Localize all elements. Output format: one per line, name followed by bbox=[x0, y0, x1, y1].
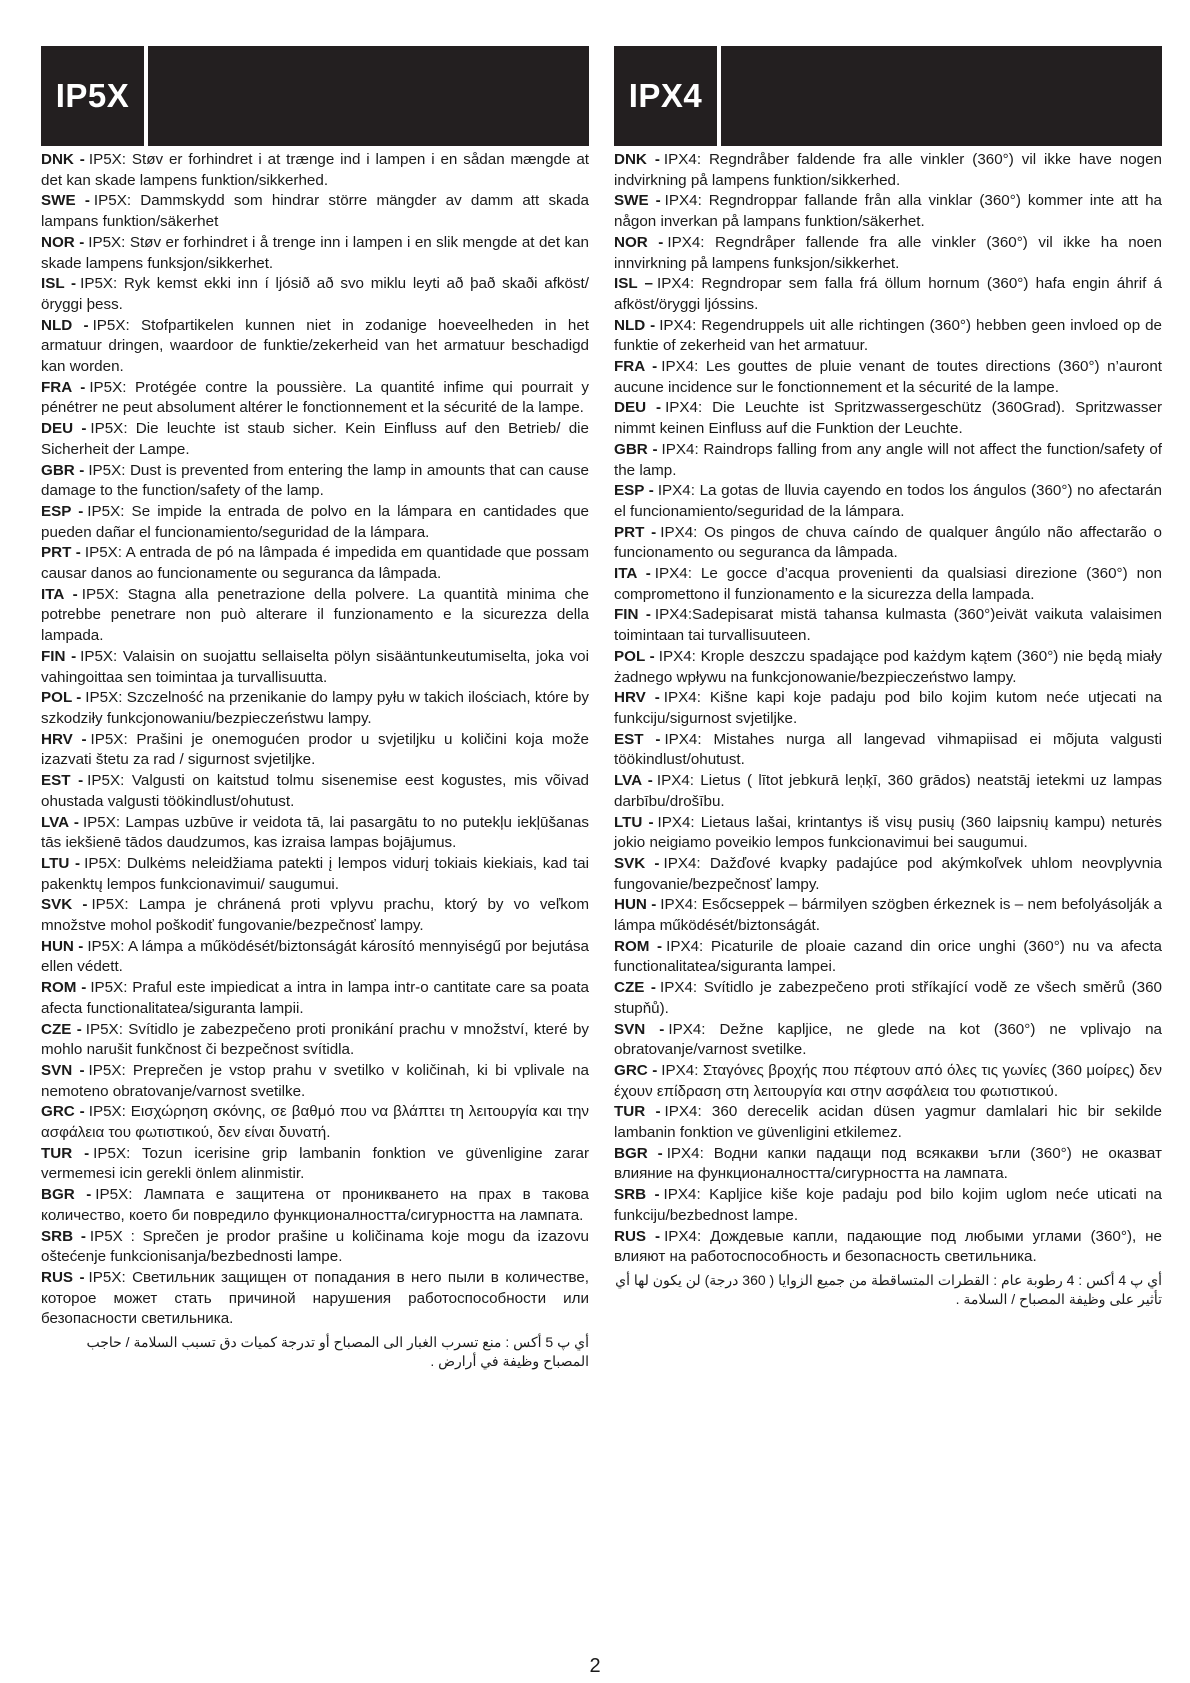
entry-text: IP5X: Светильник защищен от попадания в него пыли в количестве, которое может стать причиной нарушения работоспособности или безопасности светильника. bbox=[41, 1268, 590, 1328]
left-column bbox=[41, 46, 589, 1371]
entry-nor bbox=[614, 233, 1162, 274]
entry-bgr bbox=[41, 1185, 589, 1226]
language-code: FIN - bbox=[614, 606, 651, 624]
entry-text: IPX4: Die Leuchte ist Spritzwassergeschütz (360Grad). Spritzwasser nimmt keinen Einfluss auf die Funktion der Leuchte. bbox=[614, 399, 1162, 438]
language-code: SRB - bbox=[614, 1186, 660, 1204]
entry-esp bbox=[614, 481, 1162, 522]
entry-text: IPX4: Kišne kapi koje padaju pod bilo kojim kutom neće utjecati na funkciju/sigurnost svjetiljke. bbox=[614, 689, 1162, 727]
entry-deu bbox=[41, 419, 589, 460]
entry-text: IPX4: Σταγόνες βροχής που πέφτουν από όλες τις γωνίες (360 μοίρες) δεν έχουν επίδραση στη λειτουργία και στην ασφάλεια του φωτιστικού. bbox=[614, 1061, 1162, 1100]
entry-prt bbox=[614, 523, 1162, 564]
language-code: ROM - bbox=[614, 937, 663, 955]
language-code: DNK - bbox=[41, 151, 85, 168]
entry-text: IP5X: Lampas uzbūve ir veidota tā, lai pasargātu to no putekļu iekļūšanas tās iekšienē tādos daudzumos, kas izraisa lampas bojājumus. bbox=[41, 813, 589, 852]
entry-text: IPX4: Picaturile de ploaie cazand din orice unghi (360°) nu va afecta functionalitatea/siguranta lampei. bbox=[614, 937, 1162, 976]
entry-text: IP5X : Sprečen je prodor prašine u količinama koje mogu da izazovu oštećenje funkcionisanja/bezbednosti lampe. bbox=[41, 1227, 589, 1266]
language-code: POL - bbox=[41, 689, 82, 707]
entry-text: IP5X: Dulkėms neleidžiama patekti į lempos vidurį tokiais kiekiais, kad tai pakenktų lempos funkcionavimui/ saugumui. bbox=[41, 854, 589, 893]
entry-text: IP5X: Valaisin on suojattu sellaiselta pölyn sisääntunkeutumiselta, joka voi vahingoittaa sen toimintaa ja turvallisuutta. bbox=[41, 647, 589, 686]
entry-text: IPX4: Regendruppels uit alle richtingen (360°) hebben geen invloed op de funktie of zekerheid van het armatuur. bbox=[614, 316, 1163, 355]
entry-text: IP5X: Die leuchte ist staub sicher. Kein Einfluss auf den Betrieb/ die Sicherheit der Lampe. bbox=[41, 420, 589, 458]
language-code: FRA - bbox=[41, 378, 86, 396]
language-code: HRV - bbox=[41, 730, 87, 748]
entry-text: IPX4:Sadepisarat mistä tahansa kulmasta (360°)eivät vaikuta valaisimen toimintaan tai turvallisuuteen. bbox=[614, 606, 1162, 645]
entry-text: IP5X: Lampa je chránená proti vplyvu prachu, ktorý by vo veľkom množstve mohol poškodiť fungovanie/bezpečnosť lampy. bbox=[41, 896, 589, 935]
language-code: HRV - bbox=[614, 689, 660, 707]
entry-hun bbox=[41, 937, 589, 978]
entry-rus bbox=[614, 1227, 1162, 1268]
entry-text: IPX4: Krople deszczu spadające pod każdym kątem (360°) nie będą miały żadnego wpływu na funkcjonowanie/bezpieczeństwo lampy. bbox=[614, 647, 1162, 686]
entry-bgr bbox=[614, 1144, 1162, 1185]
language-code: POL - bbox=[614, 647, 655, 665]
entry-text: IP5X: Лампата е защитена от проникването на прах в такова количество, което би повредило функционалността/сигурността на лампата. bbox=[41, 1186, 589, 1224]
entry-text: IPX4: Regndropar sem falla frá öllum hornum (360°) hafa engin áhrif á afköst/öryggi ljóssins. bbox=[614, 275, 1162, 313]
language-code: SWE - bbox=[41, 192, 90, 210]
left-header bbox=[41, 46, 589, 146]
entry-pol bbox=[41, 688, 589, 729]
entry-text: IPX4: Raindrops falling from any angle will not affect the function/safety of the lamp. bbox=[614, 440, 1163, 479]
entry-nld bbox=[41, 316, 589, 378]
entry-svn bbox=[41, 1061, 589, 1102]
language-code: PRT - bbox=[41, 544, 81, 562]
entry-text: IPX4: Mistahes nurga all langevad vihmapiisad ei mõjuta valgusti töökindlust/ohutust. bbox=[614, 730, 1162, 769]
entry-gbr bbox=[41, 461, 589, 502]
entry-text: IPX4: Regndråper fallende fra alle vinkler (360°) vil ikke ha noen innvirkning på lampens funksjon/sikkerhet. bbox=[614, 233, 1163, 272]
right-entries bbox=[614, 150, 1162, 1268]
entry-svn bbox=[614, 1020, 1162, 1061]
language-code: ISL - bbox=[41, 275, 77, 293]
entry-rus bbox=[41, 1268, 589, 1330]
entry-text: IPX4: Lietus ( lītot jebkurā leņķī, 360 grādos) neatstāj ietekmi uz lampas darbību/drošību. bbox=[614, 772, 1162, 810]
entry-est bbox=[41, 771, 589, 812]
entry-text: IP5X: Ryk kemst ekki inn í ljósið að svo miklu leyti að það skaði afköst/öryggi þess. bbox=[41, 275, 589, 313]
entry-svk bbox=[41, 895, 589, 936]
language-code: ISL – bbox=[614, 275, 654, 293]
entry-prt bbox=[41, 543, 589, 584]
entry-text: IPX4: Svítidlo je zabezpečeno proti stříkající vodě ze všech směrů (360 stupňů). bbox=[614, 979, 1162, 1017]
entry-text: IP5X: Stofpartikelen kunnen niet in zodanige hoeveelheden in het armatuur dringen, waardoor de funktie/zekerheid van het armatuur beschadigd kan worden. bbox=[41, 316, 589, 376]
entry-fin bbox=[614, 605, 1162, 646]
language-code: HUN - bbox=[41, 937, 84, 955]
language-code: LVA - bbox=[614, 772, 653, 790]
language-code: FIN - bbox=[41, 647, 77, 665]
entry-text: IP5X: Szczelność na przenikanie do lampy pyłu w takich ilościach, które by szkodziły funkcjonowaniu/bezpieczeństwu lampy. bbox=[41, 689, 589, 727]
right-header bbox=[614, 46, 1162, 146]
language-code: SWE - bbox=[614, 192, 661, 210]
entry-text: IPX4: Esőcseppek – bármilyen szögben érkeznek is – nem befolyásolják a lámpa működését/biztonságát. bbox=[614, 896, 1162, 935]
language-code: GBR - bbox=[614, 440, 658, 458]
language-code: LTU - bbox=[41, 854, 81, 872]
entry-text: IPX4: Dežne kapljice, ne glede na kot (360°) ne vplivajo na obratovanje/varnost svetilke. bbox=[614, 1020, 1162, 1059]
language-code: NLD - bbox=[41, 316, 89, 334]
entry-text: IPX4: Kapljice kiše koje padaju pod bilo kojim uglom neće uticati na funkciju/bezbednost lampe. bbox=[614, 1186, 1163, 1224]
entry-hun bbox=[614, 895, 1162, 936]
entry-nor bbox=[41, 233, 589, 274]
language-code: GRC - bbox=[614, 1061, 658, 1079]
language-code: RUS - bbox=[41, 1268, 85, 1286]
entry-text: IPX4: Dažďové kvapky padajúce pod akýmkoľvek uhlom neovplyvnia fungovanie/bezpečnosť lampy. bbox=[614, 854, 1162, 893]
language-code: SVK - bbox=[41, 896, 88, 914]
entry-hrv bbox=[41, 730, 589, 771]
entry-text: IPX4: Os pingos de chuva caíndo de qualquer ângúlo não affectarão o funcionamento ou seguranca da lâmpada. bbox=[614, 523, 1162, 562]
entry-text: IP5X: Valgusti on kaitstud tolmu sisenemise eest kogustes, mis võivad ohustada valgusti töökindlust/ohutust. bbox=[41, 772, 589, 810]
entry-dnk bbox=[614, 150, 1162, 191]
entry-ltu bbox=[41, 854, 589, 895]
entry-ltu bbox=[614, 813, 1162, 854]
language-code: CZE - bbox=[41, 1020, 82, 1038]
entry-fra bbox=[614, 357, 1162, 398]
entry-est bbox=[614, 730, 1162, 771]
language-code: TUR - bbox=[614, 1103, 661, 1121]
language-code: LVA - bbox=[41, 813, 79, 831]
language-code: SRB - bbox=[41, 1227, 86, 1245]
entry-swe bbox=[614, 191, 1162, 232]
entry-text: IP5X: Εισχώρηση σκόνης, σε βαθμό που να βλάπτει τη λειτουργία και την ασφάλεια του φωτιστικού, δεν είναι δυνατή. bbox=[41, 1103, 589, 1142]
language-code: ROM - bbox=[41, 979, 87, 997]
left-entries bbox=[41, 150, 589, 1330]
entry-text: IP5X: Dammskydd som hindrar större mängder av damm att skada lampans funktion/säkerhet bbox=[41, 192, 589, 231]
ip5x-heading: IP5X bbox=[41, 46, 144, 146]
entry-isl bbox=[614, 274, 1162, 315]
entry-isl bbox=[41, 274, 589, 315]
entry-text: IPX4: Regndråber faldende fra alle vinkler (360°) vil ikke have nogen indvirkning på lampens funktion/sikkerhed. bbox=[614, 151, 1162, 189]
entry-text: IP5X: Støv er forhindret i at trænge ind i lampen i en sådan mængde at det kan skade lampens funktion/sikkerhed. bbox=[41, 151, 589, 189]
right-arabic-text: أي پ 4 أكس : 4 رطوبة عام : القطرات المتساقطة من جميع الزوايا ( 360 درجة) لن يكون لها أي تأثير على وظيفة المصباح / السلامة . bbox=[615, 1271, 1162, 1307]
left-arabic-text: أي پ 5 أكس : منع تسرب الغبار الى المصباح أو تدرجة كميات دق تسبب السلامة / حاجب المصباح وظيفة في أرارض . bbox=[86, 1334, 589, 1370]
right-header-bar bbox=[721, 46, 1162, 146]
entry-svk bbox=[614, 854, 1162, 895]
language-code: EST - bbox=[41, 772, 84, 790]
page-number: 2 bbox=[589, 1655, 601, 1677]
ipx4-heading: IPX4 bbox=[614, 46, 717, 146]
entry-text: IP5X: Se impide la entrada de polvo en la lámpara en cantidades que pueden dañar el funcionamiento/seguridad de la lámpara. bbox=[41, 502, 589, 541]
entry-text: IP5X: Prašini je onemogućen prodor u svjetiljku u količini koja može izazvati štetu za rad / sigurnost svjetiljke. bbox=[41, 730, 589, 769]
language-code: ITA - bbox=[41, 585, 78, 603]
entry-text: IPX4: Дождевые капли, падающие под любыми углами (360°), не влияют на работоспособность и безопасность светильника. bbox=[614, 1227, 1163, 1266]
language-code: NLD - bbox=[614, 316, 656, 334]
entry-fra bbox=[41, 378, 589, 419]
entry-text: IPX4: Le gocce d’acqua provenienti da qualsiasi direzione (360°) non compromettono il funzionamento e la sicurezza della lampada. bbox=[614, 565, 1162, 603]
language-code: SVK - bbox=[614, 854, 660, 872]
entry-srb bbox=[41, 1227, 589, 1268]
language-code: DNK - bbox=[614, 151, 660, 168]
entry-ita bbox=[41, 585, 589, 647]
language-code: NOR - bbox=[614, 233, 664, 251]
language-code: DEU - bbox=[614, 399, 662, 417]
language-code: TUR - bbox=[41, 1144, 90, 1162]
entry-cze bbox=[41, 1020, 589, 1061]
language-code: DEU - bbox=[41, 420, 87, 438]
entry-ita bbox=[614, 564, 1162, 605]
entry-text: IPX4: Regndroppar fallande från alla vinklar (360°) kommer inte att ha någon inverkan på lampans funktion/säkerhet. bbox=[614, 192, 1162, 231]
entry-text: IP5X: Protégée contre la poussière. La quantité infime qui pourrait y pénétrer ne peut absolument altérer le fonctionnement et la sécurité de la lampe. bbox=[41, 378, 589, 417]
entry-tur bbox=[41, 1144, 589, 1185]
entry-lva bbox=[614, 771, 1162, 812]
entry-text: IP5X: Praful este impiedicat a intra in lampa intr-o cantitate care sa poata afecta functionalitatea/siguranta lampii. bbox=[41, 979, 589, 1017]
entry-text: IPX4: Les gouttes de pluie venant de toutes directions (360°) n’auront aucune incidence sur le fonctionnement et la sécurité de la lampe. bbox=[614, 358, 1162, 396]
language-code: HUN - bbox=[614, 896, 657, 914]
language-code: RUS - bbox=[614, 1227, 661, 1245]
language-code: LTU - bbox=[614, 813, 654, 831]
entry-srb bbox=[614, 1185, 1162, 1226]
entry-tur bbox=[614, 1102, 1162, 1143]
language-code: BGR - bbox=[41, 1186, 92, 1204]
entry-dnk bbox=[41, 150, 589, 191]
entry-text: IPX4: 360 derecelik acidan düsen yagmur damlalari hic bir sekilde lambanin fonktion ve güvenligini etkilemez. bbox=[614, 1103, 1162, 1142]
entry-text: IPX4: Lietaus lašai, krintantys iš visų pusių (360 laipsnių kampu) neturės jokio neigiamo poveikio lempos funkcionavimui bei saugumui. bbox=[614, 813, 1162, 852]
language-code: BGR - bbox=[614, 1144, 663, 1162]
language-code: GRC - bbox=[41, 1103, 85, 1121]
entry-text: IP5X: Tozun icerisine grip lambanin fonktion ve güvenligine zarar vermemesi icin gerekli önlem alinmistir. bbox=[41, 1144, 590, 1183]
entry-fin bbox=[41, 647, 589, 688]
left-header-bar bbox=[148, 46, 589, 146]
entry-nld bbox=[614, 316, 1162, 357]
right-column bbox=[614, 46, 1162, 1309]
language-code: SVN - bbox=[41, 1061, 85, 1079]
entry-text: IPX4: La gotas de lluvia cayendo en todos los ángulos (360°) no afectarán el funcionamiento/seguridad de la lámpara. bbox=[614, 482, 1162, 520]
entry-text: IP5X: Dust is prevented from entering the lamp in amounts that can cause damage to the function/safety of the lamp. bbox=[41, 461, 589, 500]
entry-text: IP5X: Stagna alla penetrazione della polvere. La quantità minima che potrebbe penetrare non può alterare il funzionamento e la sicurezza della lampada. bbox=[41, 585, 589, 645]
entry-gbr bbox=[614, 440, 1162, 481]
entry-pol bbox=[614, 647, 1162, 688]
entry-grc bbox=[41, 1102, 589, 1143]
entry-text: IP5X: A lámpa a működését/biztonságát károsító mennyiségű por bejutása ellen védett. bbox=[41, 937, 589, 976]
language-code: CZE - bbox=[614, 979, 656, 997]
entry-text: IP5X: Preprečen je vstop prahu v svetilko v količinah, ki bi vplivale na nemoteno obratovanje/varnost svetilke. bbox=[41, 1061, 589, 1100]
language-code: ESP - bbox=[614, 482, 654, 500]
entry-hrv bbox=[614, 688, 1162, 729]
entry-swe bbox=[41, 191, 589, 232]
entry-text: IPX4: Водни капки падащи под всякакви ъгли (360°) не оказват влияние на функционалността/сигурността на лампата. bbox=[614, 1144, 1162, 1183]
entry-text: IP5X: Støv er forhindret i å trenge inn i lampen i en slik mengde at det kan skade lampens funksjon/sikkerhet. bbox=[41, 233, 589, 272]
entry-rom bbox=[614, 937, 1162, 978]
entry-esp bbox=[41, 502, 589, 543]
language-code: ESP - bbox=[41, 502, 84, 520]
entry-deu bbox=[614, 398, 1162, 439]
language-code: ITA - bbox=[614, 565, 651, 583]
language-code: PRT - bbox=[614, 523, 657, 541]
entry-rom bbox=[41, 978, 589, 1019]
entry-text: IP5X: A entrada de pó na lâmpada é impedida em quantidade que possam causar danos ao funcionamente ou seguranca da lâmpada. bbox=[41, 544, 589, 583]
language-code: GBR - bbox=[41, 461, 85, 479]
language-code: FRA - bbox=[614, 358, 658, 376]
entry-text: IP5X: Svítidlo je zabezpečeno proti pronikání prachu v množství, které by mohlo narušit funkčnost či bezpečnost svítidla. bbox=[41, 1020, 589, 1059]
language-code: SVN - bbox=[614, 1020, 665, 1038]
entry-cze bbox=[614, 978, 1162, 1019]
entry-grc bbox=[614, 1061, 1162, 1102]
language-code: EST - bbox=[614, 730, 661, 748]
entry-lva bbox=[41, 813, 589, 854]
language-code: NOR - bbox=[41, 233, 85, 251]
